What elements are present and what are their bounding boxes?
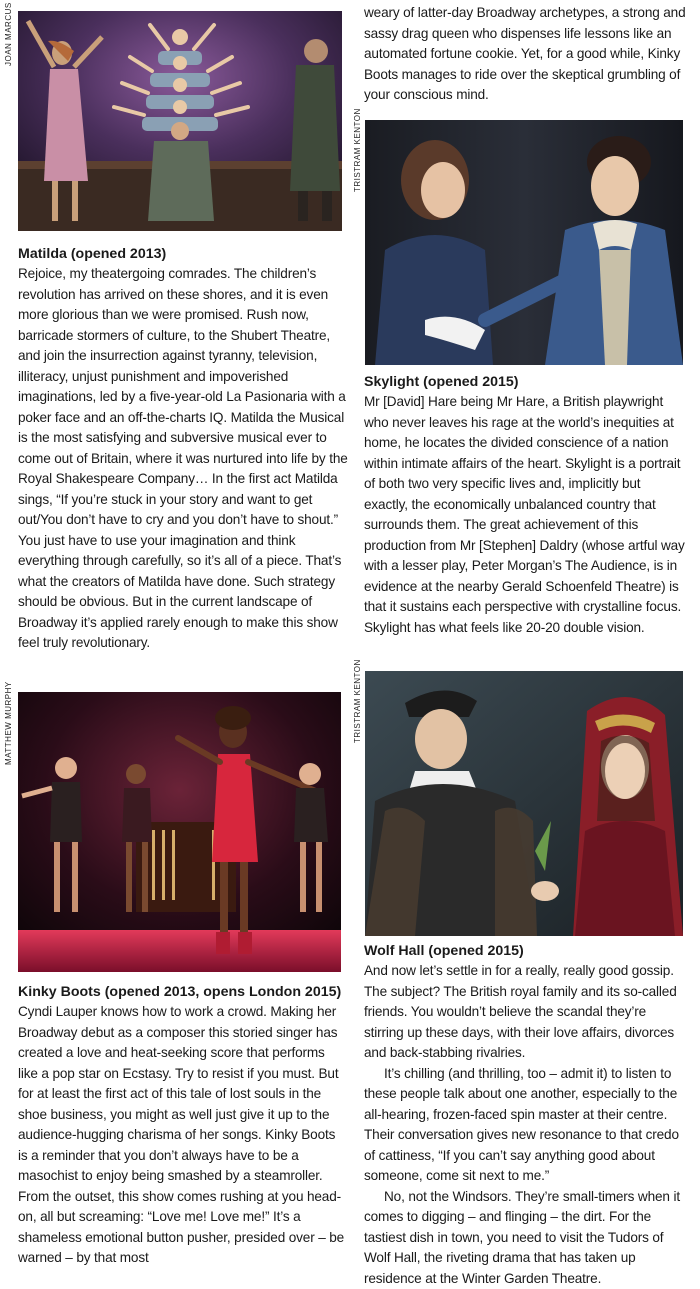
kinky-boots-title: Kinky Boots (opened 2013, opens London 2015) [18,982,348,1002]
kinky-boots-photo [18,692,341,972]
skylight-photo [365,120,683,365]
photo-credit-skylight: TRISTRAM KENTON [353,108,362,192]
photo-credit-wolfhall: TRISTRAM KENTON [353,659,362,743]
wolf-hall-paragraph-1: And now let’s settle in for a really, really good gossip. The subject? The British royal family and its so-called friends. You wouldn’t believe the scandal they’re stirring up these days, with their love affairs, divorces and back-stabbing rivalries. [364,961,686,1064]
photo-credit-kinky: MATTHEW MURPHY [4,681,13,765]
skylight-title: Skylight (opened 2015) [364,372,686,392]
photo-credit-matilda: JOAN MARCUS [4,2,13,66]
kinky-boots-body-continued: weary of latter-day Broadway archetypes, a strong and sassy drag queen who dispenses life lessons like an automated fortune cookie. Yet, for a good while, Kinky Boots manages to ride over the skeptical grumbling of your conscious mind. [364,3,686,106]
kinky-boots-body: Cyndi Lauper knows how to work a crowd. Making her Broadway debut as a composer this storied singer has created a love and heat-seeking score that performs like a pop star on Ecstasy. Try to resist if you must. But for at least the first act of this tale of lost souls in the shoe business, you might as well just give it up to the audience-hugging charisma of her songs. Kinky Boots is a reminder that you don’t always have to be a masochist to enjoy being smashed by a steamroller. From the outset, this show comes rushing at you head-on, all but screaming: “Love me! Love me!” It’s a shameless emotional button pusher, presided over – be warned – by that most [18,1002,348,1269]
skylight-body: Mr [David] Hare being Mr Hare, a British playwright who never leaves his rage at the world’s inequities at home, he locates the divided conscience of a nation within intimate affairs of the heart. Skylight is a portrait of both two very specific lives and, implicitly but exactly, the economically unbalanced country that surrounds them. The great achievement of this production from Mr [Stephen] Daldry (whose artful way with a lesser play, Peter Morgan’s The Audience, is in evidence at the nearby Gerald Schoenfeld Theatre) is that it sustains each perspective with crystalline focus. Skylight has what feels like 20-20 double vision. [364,392,686,638]
wolf-hall-paragraph-3: No, not the Windsors. They’re small-timers when it comes to digging – and flinging – the dirt. For the tastiest dish in town, you need to visit the Tudors of Wolf Hall, the riveting drama that has taken up residence at the Winter Garden Theatre. [364,1187,686,1289]
matilda-photo [18,11,342,231]
matilda-title: Matilda (opened 2013) [18,244,348,264]
wolf-hall-title: Wolf Hall (opened 2015) [364,941,686,961]
wolf-hall-photo [365,671,683,936]
wolf-hall-paragraph-2: It’s chilling (and thrilling, too – admit it) to listen to these people talk about one another, especially to the all-hearing, frozen-faced spin master at their centre. Their conversation gives new resonance to that credo of cattiness, “If you can’t say anything good about someone, come sit next to me.” [364,1064,686,1187]
matilda-body: Rejoice, my theatergoing comrades. The children’s revolution has arrived on these shores, and it is even more glorious than we were promised. Rush now, barricade stormers of culture, to the Shubert Theatre, and join the insurrection against tyranny, television, illiteracy, unjust punishment and impoverished imaginations, led by a five-year-old La Pasionaria with a poker face and an off-the-charts IQ. Matilda the Musical is the most satisfying and subversive musical ever to come out of Britain, where it was nurtured into life by the Royal Shakespeare Company… In the first act Matilda sings, “If you’re stuck in your story and want to get out/You don’t have to cry and you don’t have to shout.” You just have to use your imagination and think everything through carefully, so it’s all of a piece. That’s what the creators of Matilda have done. Such strategy should be obvious. But in the current landscape of Broadway it’s applied rarely enough to make this show feel truly revolutionary. [18,264,348,654]
